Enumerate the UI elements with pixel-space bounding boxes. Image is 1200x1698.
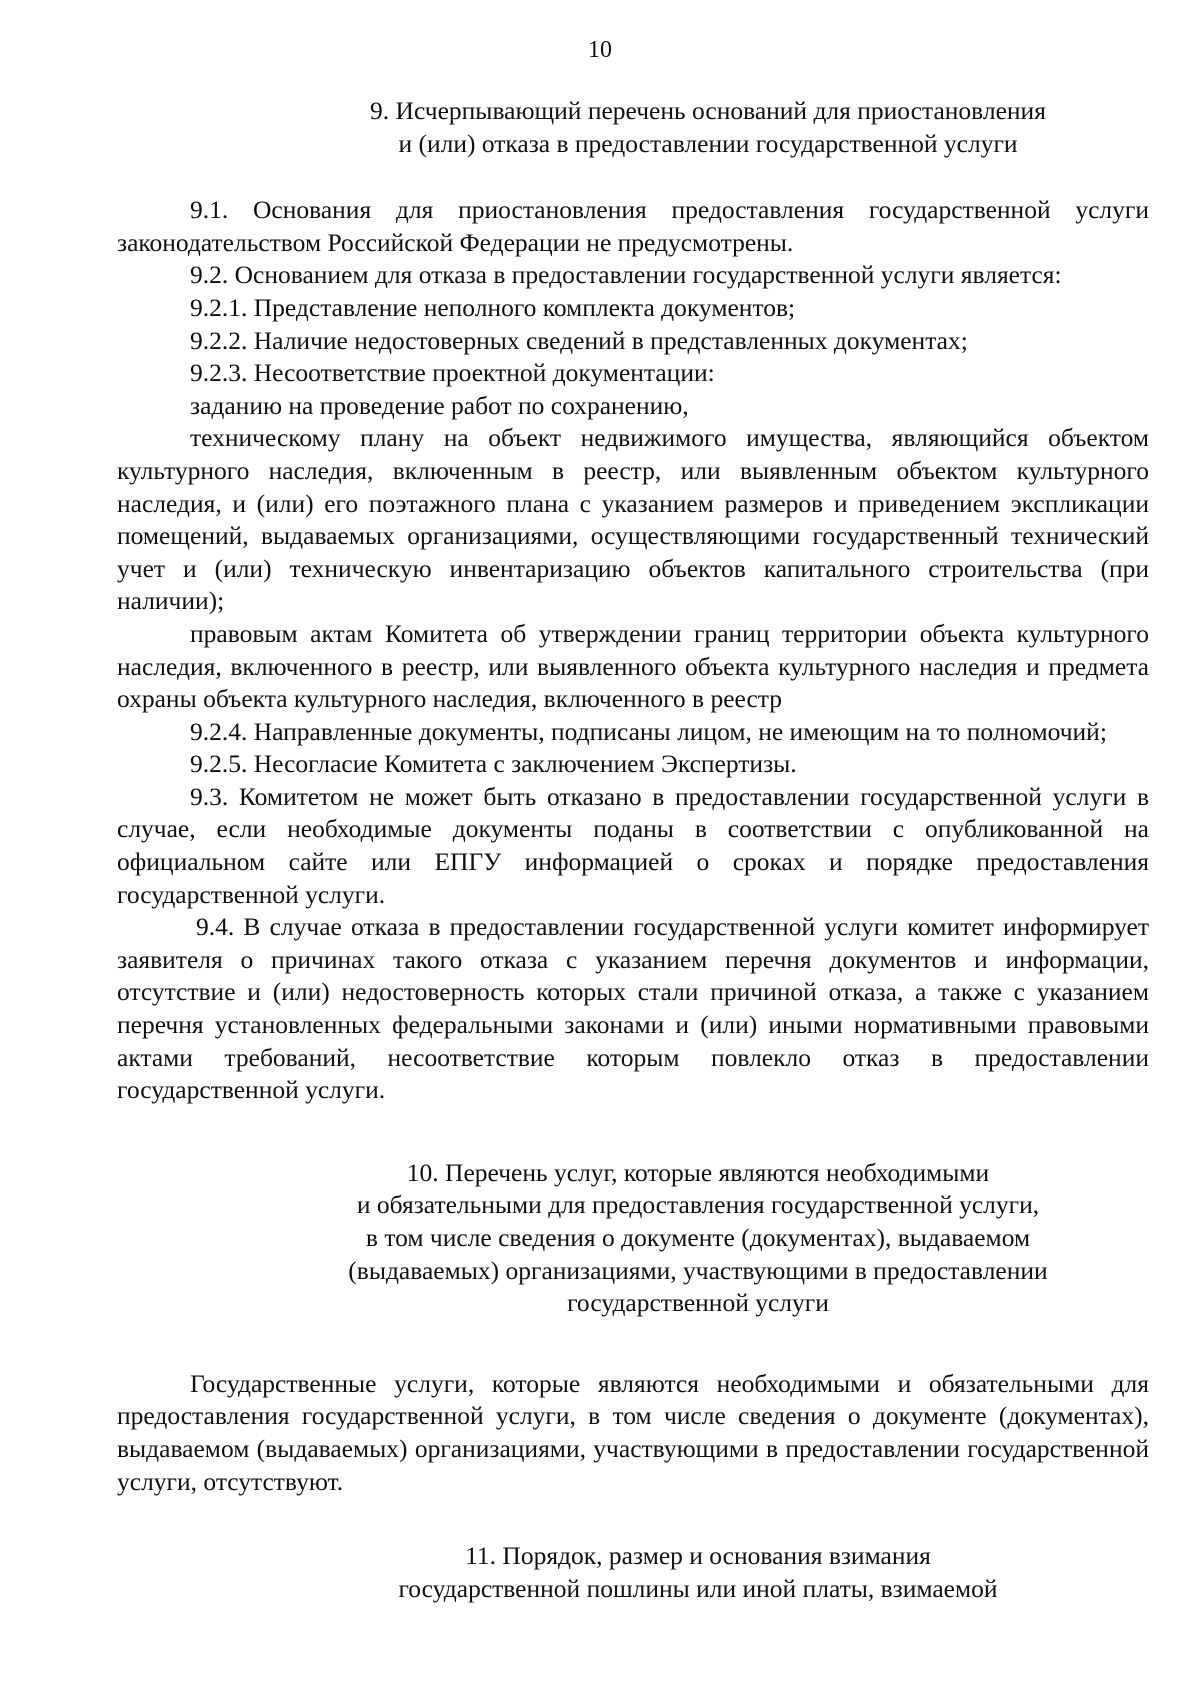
paragraph-9-2-3: 9.2.3. Несоответствие проектной документации: bbox=[190, 358, 715, 388]
heading-line: и обязательными для предоставления государственной услуги, bbox=[356, 1190, 1040, 1220]
heading-line: 10. Перечень услуг, которые являются необходимыми bbox=[406, 1157, 990, 1187]
paragraph-9-2-3-item-1: заданию на проведение работ по сохранению, bbox=[190, 390, 689, 420]
paragraph-9-1: 9.1. Основания для приостановления предоставления государственной услуги законодательством Российской Федерации не предусмотрены. bbox=[117, 195, 1149, 257]
paragraph-9-2-4: 9.2.4. Направленные документы, подписаны лицом, не имеющим на то полномочий; bbox=[190, 716, 1107, 746]
heading-line: 9. Исчерпывающий перечень оснований для приостановления bbox=[370, 96, 1046, 125]
section-10-heading bbox=[117, 1157, 1149, 1320]
paragraph-9-4: 9.4. В случае отказа в предоставлении государственной услуги комитет информирует заявителя о причинах такого отказа с указанием перечня документов и информации, отсутствие и (или) недостоверность которых стали причиной отказа, а также с указанием перечня установленных федеральными законами и (или) иными нормативными правовыми актами требований, несоответствие которым повлекло отказ в предоставлении государственной услуги. bbox=[117, 912, 1149, 1105]
paragraph-9-3: 9.3. Комитетом не может быть отказано в предоставлении государственной услуги в случае, если необходимые документы поданы в соответствии с опубликованной на официальном сайте или ЕПГУ информацией о сроках и порядке предоставления государственной услуги. bbox=[117, 781, 1149, 909]
paragraph-9-2-2: 9.2.2. Наличие недостоверных сведений в представленных документах; bbox=[190, 325, 968, 355]
paragraph-9-2-3-item-3: правовым актам Комитета об утверждении границ территории объекта культурного наследия, включенного в реестр, или выявленного объекта культурного наследия и предмета охраны объекта культурного наследия, включенного в реестр bbox=[117, 618, 1149, 714]
page-number: 10 bbox=[588, 37, 612, 63]
document-body bbox=[117, 95, 1149, 1605]
paragraph-9-2: 9.2. Основанием для отказа в предоставлении государственной услуги является: bbox=[190, 260, 1062, 290]
heading-line: (выдаваемых) организациями, участвующими в предоставлении bbox=[348, 1255, 1048, 1285]
heading-line: и (или) отказа в предоставлении государственной услуги bbox=[398, 128, 1018, 158]
heading-line: 11. Порядок, размер и основания взимания bbox=[465, 1541, 931, 1571]
paragraph-10: Государственные услуги, которые являются необходимыми и обязательными для предоставления государственной услуги, в том числе сведения о документе (документах), выдаваемом (выдаваемых) организациями, участвующими в предоставлении государственной услуги, отсутствуют. bbox=[117, 1368, 1149, 1496]
paragraph-9-2-3-item-2: техническому плану на объект недвижимого имущества, являющийся объектом культурного наследия, включенным в реестр, или выявленным объектом культурного наследия, и (или) его поэтажного плана с указанием размеров и приведением экспликации помещений, выдаваемых организациями, осуществляющими государственный технический учет и (или) техническую инвентаризацию объектов капитального строительства (при наличии); bbox=[117, 423, 1149, 616]
section-9-heading bbox=[117, 95, 1149, 160]
paragraph-9-2-5: 9.2.5. Несогласие Комитета с заключением Экспертизы. bbox=[190, 749, 797, 779]
section-11-heading bbox=[117, 1540, 1149, 1605]
heading-line: государственной пошлины или иной платы, взимаемой bbox=[398, 1573, 998, 1603]
paragraph-9-2-1: 9.2.1. Представление неполного комплекта документов; bbox=[190, 292, 796, 322]
heading-line: государственной услуги bbox=[567, 1288, 829, 1318]
heading-line: в том числе сведения о документе (документах), выдаваемом bbox=[365, 1223, 1031, 1252]
